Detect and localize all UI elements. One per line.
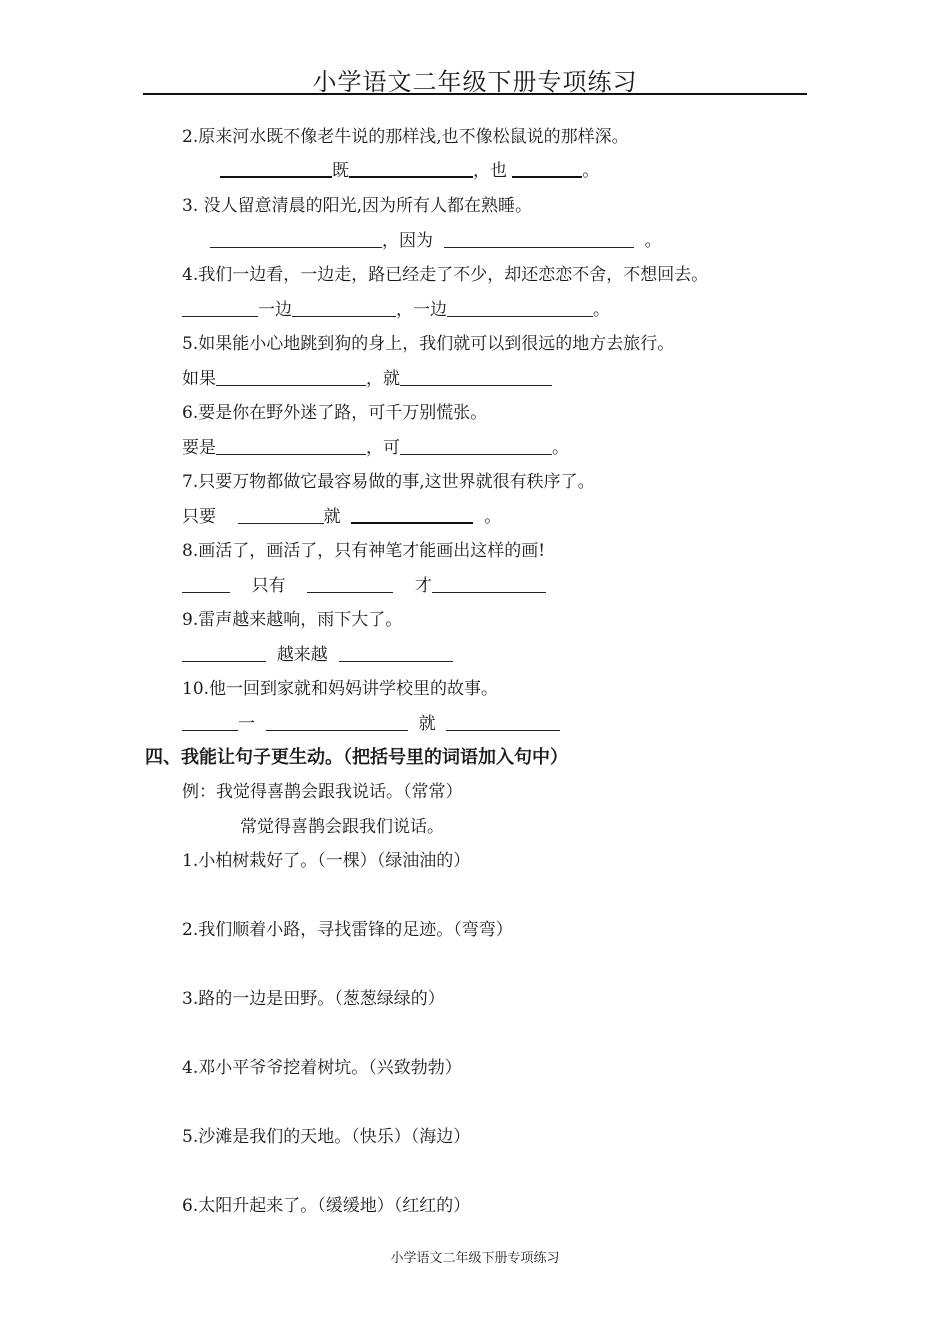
exercise-answer-line <box>182 299 610 321</box>
answer-blank[interactable] <box>349 160 473 178</box>
exercise-sentence: 3. 没人留意清晨的阳光,因为所有人都在熟睡。 <box>182 196 533 216</box>
exercise-answer-line <box>220 160 599 182</box>
exercise-item: 5.沙滩是我们的天地。（快乐）（海边） <box>182 1127 471 1147</box>
answer-blank[interactable] <box>292 300 396 317</box>
answer-blank[interactable] <box>339 645 453 662</box>
exercise-answer-line <box>182 713 560 735</box>
exercise-sentence: 4.我们一边看，一边走，路已经走了不少，却还恋恋不舍，不想回去。 <box>182 265 709 285</box>
exercise-sentence: 7.只要万物都做它最容易做的事,这世界就很有秩序了。 <box>182 472 595 492</box>
exercise-answer-line <box>182 437 569 459</box>
answer-blank[interactable] <box>266 714 408 731</box>
answer-blank[interactable] <box>182 300 258 317</box>
exercise-sentence: 9.雷声越来越响，雨下大了。 <box>182 610 403 630</box>
connector-word: 如果 <box>182 369 216 389</box>
connector-word: 才 <box>414 576 432 596</box>
connector-word: 只有 <box>251 576 286 596</box>
answer-blank[interactable] <box>307 576 393 593</box>
connector-word: ，也 <box>473 161 507 181</box>
answer-blank[interactable] <box>400 438 552 455</box>
answer-blank[interactable] <box>182 645 266 662</box>
connector-word: 一 <box>238 714 255 734</box>
connector-word: 一边 <box>258 300 292 320</box>
connector-word: 。 <box>552 438 569 458</box>
connector-word: 就 <box>418 714 436 734</box>
answer-blank[interactable] <box>216 438 366 455</box>
exercise-item: 3.路的一边是田野。（葱葱绿绿的） <box>182 989 445 1009</box>
answer-blank[interactable] <box>182 576 230 593</box>
exercise-answer-line <box>210 230 662 252</box>
connector-word: 就 <box>323 507 341 527</box>
connector-word: 。 <box>644 231 662 251</box>
answer-blank[interactable] <box>432 576 546 593</box>
exercise-item: 1.小柏树栽好了。（一棵）（绿油油的） <box>182 851 471 871</box>
connector-word: 只要 <box>182 507 216 527</box>
connector-word: 。 <box>484 507 502 527</box>
answer-blank[interactable] <box>447 300 593 317</box>
answer-blank[interactable] <box>220 160 332 178</box>
exercise-answer-line <box>182 575 546 597</box>
page-footer: 小学语文二年级下册专项练习 <box>390 1251 560 1266</box>
connector-word: ，一边 <box>396 300 447 320</box>
connector-word: 。 <box>593 300 610 320</box>
exercise-sentence: 10.他一回到家就和妈妈讲学校里的故事。 <box>182 679 499 699</box>
exercise-sentence: 5.如果能小心地跳到狗的身上，我们就可以到很远的地方去旅行。 <box>182 334 675 354</box>
example-sentence: 例：我觉得喜鹊会跟我说话。（常常） <box>182 782 463 802</box>
exercise-sentence: 2.原来河水既不像老牛说的那样浅,也不像松鼠说的那样深。 <box>182 127 629 147</box>
exercise-answer-line <box>182 506 501 528</box>
page-header-title: 小学语文二年级下册专项练习 <box>312 68 638 96</box>
exercise-sentence: 8.画活了，画活了，只有神笔才能画出这样的画! <box>182 541 546 561</box>
connector-word: 。 <box>582 161 600 181</box>
example-answer: 常觉得喜鹊会跟我们说话。 <box>240 817 444 837</box>
answer-blank[interactable] <box>210 231 382 248</box>
exercise-item: 4.邓小平爷爷挖着树坑。（兴致勃勃） <box>182 1058 462 1078</box>
exercise-sentence: 6.要是你在野外迷了路，可千万别慌张。 <box>182 403 488 423</box>
connector-word: ，可 <box>366 438 400 458</box>
answer-blank[interactable] <box>512 160 582 178</box>
connector-word: 既 <box>332 161 349 181</box>
header-divider <box>143 93 807 95</box>
exercise-item: 6.太阳升起来了。（缓缓地）（红红的） <box>182 1196 471 1216</box>
connector-word: 要是 <box>182 438 216 458</box>
connector-word: ，因为 <box>382 231 433 251</box>
answer-blank[interactable] <box>182 714 238 731</box>
answer-blank[interactable] <box>216 369 366 386</box>
answer-blank[interactable] <box>400 369 552 386</box>
answer-blank[interactable] <box>444 231 634 248</box>
exercise-answer-line <box>182 644 453 666</box>
connector-word: ，就 <box>366 369 400 389</box>
answer-blank[interactable] <box>238 507 324 524</box>
exercise-answer-line <box>182 368 552 390</box>
connector-word: 越来越 <box>276 645 328 665</box>
answer-blank[interactable] <box>446 714 560 731</box>
answer-blank[interactable] <box>351 506 473 524</box>
exercise-item: 2.我们顺着小路，寻找雷锋的足迹。（弯弯） <box>182 920 513 940</box>
section-heading: 四、我能让句子更生动。（把括号里的词语加入句中） <box>145 747 568 768</box>
